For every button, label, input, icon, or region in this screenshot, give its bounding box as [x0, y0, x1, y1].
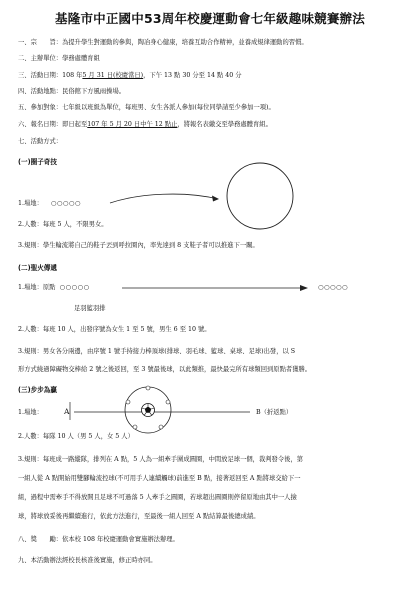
- item-activity-method: 七、活動方式：: [18, 138, 63, 145]
- item-location: 四、活動地點：民俗館下方風雨操場。: [18, 88, 126, 95]
- game3-diagram: [70, 386, 250, 433]
- game1-shoe-circle: [227, 163, 293, 229]
- item-implementation: 九、本活動辦法經校長核准後實施，修正時亦同。: [18, 557, 157, 564]
- item-registration-deadline: 107 年 5 月 20 日中午 12 點止: [87, 121, 178, 128]
- game2-arrow-head: [300, 285, 308, 291]
- game1-arrow-line: [110, 194, 218, 203]
- game3-point-b: B（折返點）: [256, 409, 293, 416]
- soccer-ball-icon: [142, 404, 155, 417]
- game1-venue-label: 1.場地：: [18, 200, 43, 207]
- item-rewards: 八、獎 勵：依本校 108 年校慶運動會實施辦法辦理。: [18, 536, 179, 543]
- player-marker: [126, 400, 130, 404]
- player-marker: [133, 425, 137, 429]
- game2-people: 2.人數：每班 10 人，出發序號為女生 1 至 5 號，男生 6 至 10 號。: [18, 326, 211, 333]
- player-marker: [159, 425, 163, 429]
- game1-title: (一)圈子奇技: [18, 158, 57, 166]
- game2-venue-label: 1.場地：原點: [18, 284, 56, 291]
- item-purpose: 一、宗 旨：為提升學生對運動的參與，陶冶身心健康，培養互助合作精神，並養成規律運動的習慣。: [18, 39, 308, 46]
- game2-ball-types: 足羽籃羽排: [74, 305, 106, 312]
- game2-obstacles-right: ○○○○○: [318, 284, 348, 291]
- game3-rule-line4: 球，將球放妥後再繼續進行，依此方法進行，至最後一組人回至 A 點結算最後總成績。: [18, 513, 260, 520]
- item-date-prefix: 三、活動日期：108 年: [18, 72, 83, 79]
- game3-point-a: A: [64, 407, 70, 416]
- game2-diagram: [122, 285, 308, 291]
- item-registration-prefix: 六、報名日期：即日起至: [18, 121, 88, 128]
- item-organizer: 二、主辦單位：學務處體育組: [18, 55, 100, 62]
- game3-venue-label: 1.場地：: [18, 409, 43, 416]
- game2-obstacles-left: ○○○○○: [59, 284, 90, 291]
- game1-people: 2.人數：每班 5 人，不限男女。: [18, 221, 108, 228]
- item-date-suffix: ，下午 13 點 30 分至 14 點 40 分: [143, 72, 242, 79]
- game1-diagram: [110, 163, 293, 229]
- player-marker: [166, 400, 170, 404]
- game2-rule-line1: 3.規則：男女各分兩邊，由序號 1 號手持接力棒頂球(排球、羽毛球、籃球、桌球、足球)出發，以 S: [18, 348, 296, 355]
- player-marker: [146, 386, 150, 390]
- game3-rule-line1: 3.規則：每班成一路縱隊，排列在 A 點，5 人為一組牽手圍成圓圈，中間放足球一個，裁判發令後，第: [18, 456, 304, 463]
- game1-hoops: ○○○○○: [50, 200, 81, 207]
- item-participants: 五、參加對象：七年級以班級為單位，每班男、女生各派人參加(每位同學請至少參加一項)。: [18, 104, 275, 111]
- page-title: 基隆市中正國中53周年校慶運動會七年級趣味競賽辦法: [55, 11, 365, 26]
- game2-rule-line2: 形方式繞過障礙物交棒給 2 號之後返回，至 3 號最後球，以此類推，最快最完所有球類回到原點者獲勝。: [18, 366, 312, 373]
- game3-people: 2.人數：每隊 10 人（男 5 人，女 5 人）: [18, 433, 134, 440]
- game1-rule: 3.規則：學生輪流將自己的鞋子丟到呼拉圈內，率先達到 8 支鞋子者可以推進下一關。: [18, 242, 259, 249]
- game3-title: (三)步步為贏: [18, 386, 57, 394]
- game1-arrow-head: [212, 196, 219, 202]
- game3-rule-line2: 一組人從 A 點開始用雙腳輪流控球(不可用手人連續觸球)前進至 B 點，接著返回至 A 點將球交給下一: [18, 475, 301, 482]
- game3-rule-line3: 組，過程中需牽手不得放開且足球不可過落 5 人牽手之圓圈，若球超出圓圈則停留原地由其中一人撿: [18, 494, 297, 501]
- item-date-value: 5 月 31 日(校慶當日): [82, 72, 144, 79]
- game2-title: (二)聖火傳遞: [18, 264, 57, 272]
- item-registration-suffix: ，將報名表繳交至學務處體育組。: [177, 121, 272, 128]
